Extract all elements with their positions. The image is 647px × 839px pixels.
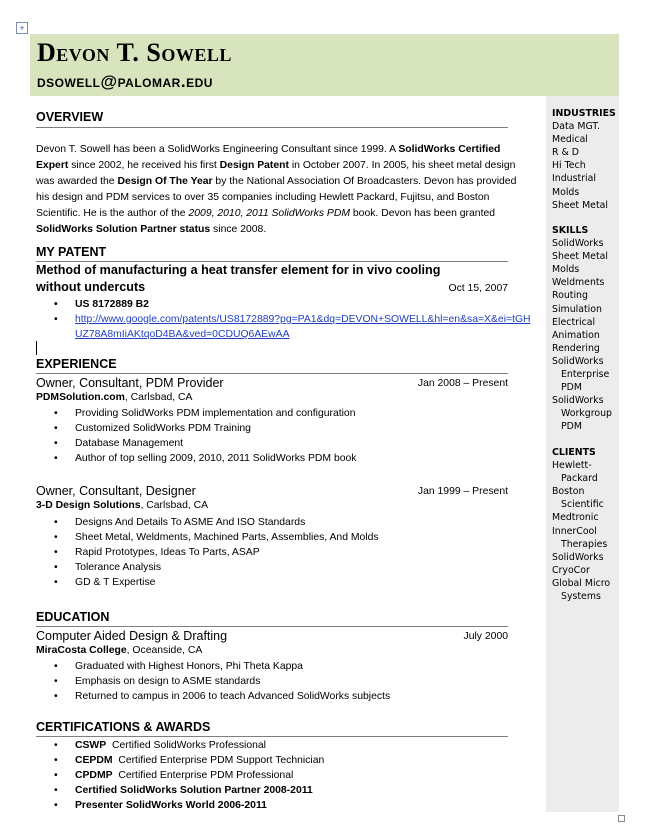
list-item: Medtronic <box>552 512 599 524</box>
job-company <box>36 500 208 511</box>
list-item: Rendering <box>552 342 600 354</box>
patent-link-list <box>75 312 531 342</box>
company-location: , Carlsbad, CA <box>124 392 193 403</box>
list-item: R & D <box>552 147 580 159</box>
list-item: Weldments <box>552 277 605 289</box>
list-item: PDM <box>561 421 582 433</box>
list-item: SolidWorks <box>552 551 604 563</box>
overview-title: OVERVIEW <box>36 110 104 124</box>
resume-header <box>30 34 619 96</box>
job-date: Jan 2008 – Present <box>417 378 508 389</box>
list-item: Boston <box>552 486 585 498</box>
skills-block <box>552 224 612 434</box>
list-item: SolidWorks <box>552 238 604 250</box>
company-location: , Carlsbad, CA <box>140 500 209 511</box>
list-item <box>75 738 324 753</box>
cert-desc: Certified SolidWorks Professional <box>111 740 266 751</box>
cert-code: Certified SolidWorks Solution Partner 2008-2011 <box>75 785 313 796</box>
list-item: SolidWorks <box>552 355 604 367</box>
industries-block <box>552 107 616 212</box>
industries-title: INDUSTRIES <box>552 108 616 119</box>
list-item: • Author of top selling 2009, 2010, 2011 SolidWorks PDM book <box>75 451 357 466</box>
list-item: Routing <box>552 290 588 302</box>
list-item: Electrical <box>552 316 596 328</box>
overview-text: book. Devon has been granted <box>350 208 496 219</box>
experience-title: EXPERIENCE <box>36 357 117 371</box>
list-item: Sheet Metal <box>552 199 608 211</box>
school-name: MiraCosta College <box>36 645 127 656</box>
list-item: Sheet Metal <box>552 251 608 263</box>
job-date: Jan 1999 – Present <box>417 486 508 497</box>
list-item: • Sheet Metal, Weldments, Machined Parts, Assemblies, And Molds <box>75 530 379 545</box>
list-item: • Customized SolidWorks PDM Training <box>75 421 357 436</box>
patent-list <box>75 297 149 312</box>
list-item: • Graduated with Highest Honors, Phi Theta Kappa <box>75 659 390 674</box>
list-item: Data MGT. <box>552 121 600 133</box>
company-name: PDMSolution.com <box>36 392 125 403</box>
school-location: , Oceanside, CA <box>126 645 203 656</box>
education-title: EDUCATION <box>36 610 110 624</box>
list-item: • Designs And Details To ASME And ISO Standards <box>75 515 379 530</box>
list-item: CryoCor <box>552 564 590 576</box>
list-item: Hewlett- <box>552 460 592 472</box>
list-item: SolidWorks <box>552 395 604 407</box>
list-item: InnerCool <box>552 525 597 537</box>
list-item: • Tolerance Analysis <box>75 560 379 575</box>
resume-email[interactable]: dsowell@palomar.edu <box>37 72 213 91</box>
list-item <box>75 312 531 342</box>
certifications-title: CERTIFICATIONS & AWARDS <box>36 720 211 734</box>
company-name: 3-D Design Solutions <box>36 500 141 511</box>
overview-paragraph <box>36 142 518 238</box>
cert-desc: Certified Enterprise PDM Support Technician <box>118 755 325 766</box>
overview-bold: SolidWorks Certified Expert <box>36 144 501 171</box>
list-item <box>75 798 324 813</box>
list-item: • Emphasis on design to ASME standards <box>75 674 390 689</box>
list-item: • Returned to campus in 2006 to teach Advanced SolidWorks subjects <box>75 689 390 704</box>
patent-link[interactable]: http://www.google.com/patents/US8172889?pg=PA1&dq=DEVON+SOWELL&hl=en&sa=X&ei=tGHUZ78A8mIiAKtqoD4BA&ved=0CDUQ6AEwAA <box>75 314 531 340</box>
patent-section-title: MY PATENT <box>36 245 107 259</box>
list-item: • Providing SolidWorks PDM implementation and configuration <box>75 406 357 421</box>
patent-heading: Method of manufacturing a heat transfer element for in vivo cooling without undercuts <box>36 263 441 294</box>
list-item: Medical <box>552 134 588 146</box>
list-item: • Database Management <box>75 436 357 451</box>
table-resize-handle[interactable] <box>618 815 625 822</box>
list-item: Global Micro <box>552 577 611 589</box>
cert-code: CPDMP <box>75 770 113 781</box>
clients-title: CLIENTS <box>552 447 596 458</box>
divider <box>36 373 508 374</box>
patent-date: Oct 15, 2007 <box>448 283 508 294</box>
cert-code: CSWP <box>75 740 107 751</box>
certifications-list <box>75 738 324 813</box>
overview-bold: Design Patent <box>219 160 289 171</box>
list-item: Molds <box>552 264 580 276</box>
overview-text: since 2002, he received his first <box>68 160 220 171</box>
cert-desc: Certified Enterprise PDM Professional <box>118 770 294 781</box>
job-bullets <box>75 406 357 466</box>
table-move-handle-icon[interactable]: + <box>16 22 28 34</box>
overview-text: in October 2007. In 2005, his sheet metal design was awarded the <box>36 160 516 187</box>
overview-text: by the National Association Of Broadcasters. Devon has provided his design and PDM services to over 35 companies including Hewlett Packard, Fujitsu, and Boston Scientific. He is the author of the <box>36 176 517 219</box>
divider <box>36 127 508 128</box>
degree-title: Computer Aided Design & Drafting <box>36 629 228 643</box>
text-cursor <box>36 341 37 355</box>
list-item: Simulation <box>552 303 602 315</box>
list-item: Packard <box>561 473 598 485</box>
overview-italic: 2009, 2010, 2011 SolidWorks PDM <box>188 208 351 219</box>
degree-date: July 2000 <box>463 631 508 642</box>
job-title: Owner, Consultant, PDM Provider <box>36 376 224 390</box>
overview-bold: Design Of The Year <box>117 176 213 187</box>
school <box>36 645 202 656</box>
list-item: Workgroup <box>561 408 612 420</box>
education-bullets <box>75 659 390 704</box>
cert-code: CEPDM <box>75 755 113 766</box>
list-item <box>75 783 324 798</box>
resume-name: Devon T. Sowell <box>37 38 232 67</box>
list-item: • US 8172889 B2 <box>75 297 149 312</box>
divider <box>36 626 508 627</box>
overview-bold: SolidWorks Solution Partner status <box>36 224 211 235</box>
list-item: PDM <box>561 382 582 394</box>
divider <box>36 736 508 737</box>
list-item: Therapies <box>561 538 608 550</box>
list-item: • Rapid Prototypes, Ideas To Parts, ASAP <box>75 545 379 560</box>
list-item: Enterprise <box>561 369 610 381</box>
skills-title: SKILLS <box>552 225 589 236</box>
job-company <box>36 392 192 403</box>
cert-code: Presenter SolidWorks World 2006-2011 <box>75 800 267 811</box>
job-title: Owner, Consultant, Designer <box>36 484 196 498</box>
list-item: Hi Tech <box>552 160 586 172</box>
overview-text: Devon T. Sowell has been a SolidWorks Engineering Consultant since 1999. A <box>36 144 399 155</box>
list-item: Molds <box>552 186 580 198</box>
list-item: Scientific <box>561 499 604 511</box>
job-bullets <box>75 515 379 590</box>
list-item: Systems <box>561 591 601 603</box>
list-item: • GD & T Expertise <box>75 575 379 590</box>
list-item <box>75 753 324 768</box>
clients-block <box>552 446 610 603</box>
list-item <box>75 768 324 783</box>
sidebar <box>546 96 619 812</box>
overview-text: since 2008. <box>210 224 267 235</box>
list-item: Industrial <box>552 173 596 185</box>
list-item: Animation <box>552 329 600 341</box>
